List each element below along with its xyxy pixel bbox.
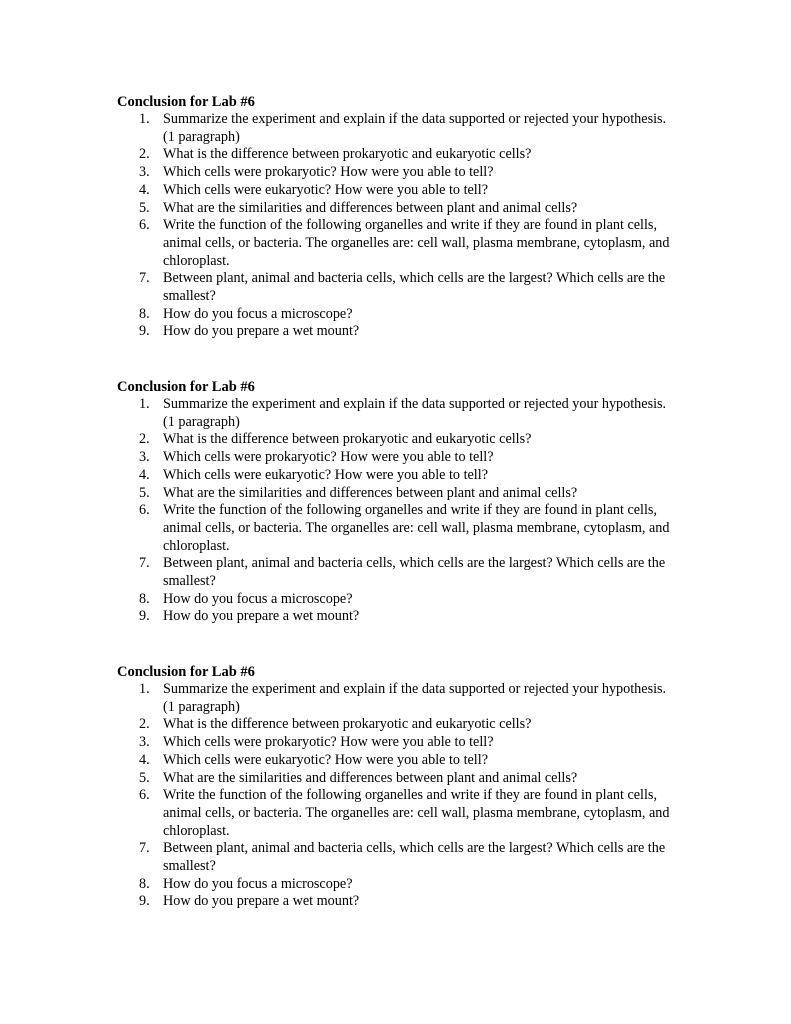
question-list bbox=[117, 681, 677, 911]
question-number: 9. bbox=[139, 323, 150, 340]
conclusion-section-3 bbox=[117, 663, 677, 911]
question-number: 7. bbox=[139, 555, 150, 572]
question-item bbox=[117, 485, 677, 503]
question-text: How do you focus a microscope? bbox=[163, 875, 353, 892]
question-item bbox=[117, 306, 677, 324]
question-text: Between plant, animal and bacteria cells, which cells are the largest? Which cells are the smallest? bbox=[163, 270, 666, 305]
question-item bbox=[117, 716, 677, 734]
question-number: 3. bbox=[139, 734, 150, 751]
question-item bbox=[117, 323, 677, 341]
question-number: 4. bbox=[139, 751, 150, 768]
question-text: Which cells were eukaryotic? How were you able to tell? bbox=[163, 466, 488, 483]
question-text: Summarize the experiment and explain if the data supported or rejected your hypothesis. (1 paragraph) bbox=[163, 396, 667, 430]
question-number: 5. bbox=[139, 769, 150, 786]
question-item bbox=[117, 893, 677, 911]
question-item bbox=[117, 270, 677, 305]
question-text: What is the difference between prokaryotic and eukaryotic cells? bbox=[163, 431, 532, 448]
question-item bbox=[117, 431, 677, 449]
question-number: 2. bbox=[139, 431, 150, 448]
question-text: Which cells were eukaryotic? How were you able to tell? bbox=[163, 751, 488, 768]
question-number: 2. bbox=[139, 146, 150, 163]
question-item bbox=[117, 608, 677, 626]
question-text: How do you prepare a wet mount? bbox=[163, 608, 360, 625]
question-text: What are the similarities and differences between plant and animal cells? bbox=[163, 199, 578, 216]
question-item bbox=[117, 111, 677, 146]
section-heading: Conclusion for Lab #6 bbox=[117, 379, 255, 395]
question-item bbox=[117, 876, 677, 894]
question-text: Summarize the experiment and explain if the data supported or rejected your hypothesis. (1 paragraph) bbox=[163, 681, 667, 715]
question-number: 8. bbox=[139, 590, 150, 607]
question-item bbox=[117, 787, 677, 840]
question-item bbox=[117, 840, 677, 875]
question-number: 6. bbox=[139, 502, 150, 519]
section-heading: Conclusion for Lab #6 bbox=[117, 94, 255, 110]
question-number: 5. bbox=[139, 199, 150, 216]
question-number: 6. bbox=[139, 787, 150, 804]
conclusion-section-2 bbox=[117, 378, 677, 626]
question-item bbox=[117, 164, 677, 182]
question-list bbox=[117, 111, 677, 341]
question-number: 9. bbox=[139, 893, 150, 910]
question-text: Which cells were prokaryotic? How were you able to tell? bbox=[163, 449, 494, 466]
question-list bbox=[117, 396, 677, 626]
question-text: Which cells were eukaryotic? How were you able to tell? bbox=[163, 181, 488, 198]
question-number: 9. bbox=[139, 608, 150, 625]
question-item bbox=[117, 591, 677, 609]
question-number: 1. bbox=[139, 111, 150, 127]
question-text: How do you focus a microscope? bbox=[163, 305, 353, 322]
question-number: 8. bbox=[139, 305, 150, 322]
question-number: 5. bbox=[139, 484, 150, 501]
question-text: How do you prepare a wet mount? bbox=[163, 893, 360, 910]
question-item bbox=[117, 449, 677, 467]
question-text: What is the difference between prokaryotic and eukaryotic cells? bbox=[163, 716, 532, 733]
question-text: Which cells were prokaryotic? How were you able to tell? bbox=[163, 164, 494, 181]
question-text: Between plant, animal and bacteria cells, which cells are the largest? Which cells are the smallest? bbox=[163, 840, 666, 875]
question-number: 4. bbox=[139, 466, 150, 483]
question-number: 4. bbox=[139, 181, 150, 198]
question-item bbox=[117, 734, 677, 752]
question-number: 1. bbox=[139, 681, 150, 697]
question-text: How do you focus a microscope? bbox=[163, 590, 353, 607]
question-text: Which cells were prokaryotic? How were you able to tell? bbox=[163, 734, 494, 751]
question-item bbox=[117, 217, 677, 270]
question-item bbox=[117, 681, 677, 716]
question-text: Write the function of the following organelles and write if they are found in plant cells, animal cells, or bacteria. The organelles are: cell wall, plasma membrane, cytoplasm, and chloroplast. bbox=[163, 787, 670, 839]
question-text: Summarize the experiment and explain if the data supported or rejected your hypothesis. (1 paragraph) bbox=[163, 111, 667, 145]
question-item bbox=[117, 467, 677, 485]
question-number: 2. bbox=[139, 716, 150, 733]
question-number: 7. bbox=[139, 270, 150, 287]
question-number: 7. bbox=[139, 840, 150, 857]
question-text: What is the difference between prokaryotic and eukaryotic cells? bbox=[163, 146, 532, 163]
question-number: 3. bbox=[139, 449, 150, 466]
question-number: 6. bbox=[139, 217, 150, 234]
question-item bbox=[117, 770, 677, 788]
question-number: 1. bbox=[139, 396, 150, 412]
question-item bbox=[117, 502, 677, 555]
question-item bbox=[117, 182, 677, 200]
question-text: Between plant, animal and bacteria cells, which cells are the largest? Which cells are the smallest? bbox=[163, 555, 666, 590]
question-item bbox=[117, 396, 677, 431]
question-item bbox=[117, 200, 677, 218]
question-item bbox=[117, 752, 677, 770]
question-text: Write the function of the following organelles and write if they are found in plant cells, animal cells, or bacteria. The organelles are: cell wall, plasma membrane, cytoplasm, and chloroplast. bbox=[163, 502, 670, 554]
question-item bbox=[117, 555, 677, 590]
question-text: What are the similarities and differences between plant and animal cells? bbox=[163, 484, 578, 501]
question-text: How do you prepare a wet mount? bbox=[163, 323, 360, 340]
question-text: Write the function of the following organelles and write if they are found in plant cells, animal cells, or bacteria. The organelles are: cell wall, plasma membrane, cytoplasm, and chloroplast. bbox=[163, 217, 670, 269]
conclusion-section-1 bbox=[117, 93, 677, 341]
section-heading: Conclusion for Lab #6 bbox=[117, 664, 255, 680]
question-item bbox=[117, 146, 677, 164]
question-number: 3. bbox=[139, 164, 150, 181]
question-number: 8. bbox=[139, 875, 150, 892]
question-text: What are the similarities and differences between plant and animal cells? bbox=[163, 769, 578, 786]
